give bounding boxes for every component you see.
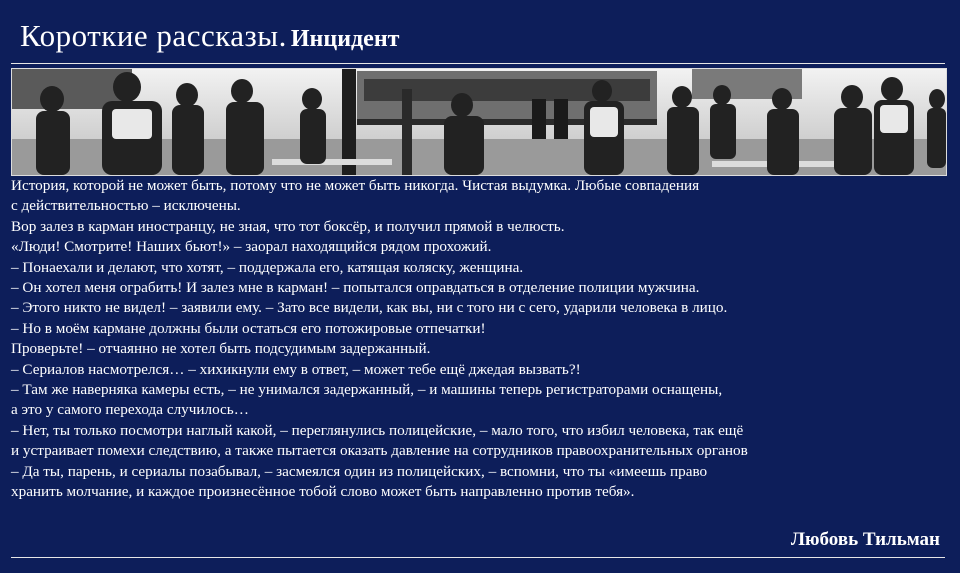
story-line: – Но в моём кармане должны были остаться его потожировые отпечатки! [11, 319, 486, 337]
page-title: Короткие рассказы. [20, 18, 287, 53]
story-line: История, которой не может быть, потому что не может быть никогда. Чистая выдумка. Любые совпадения [11, 177, 700, 194]
story-line: – Он хотел меня ограбить! И залез мне в карман! – попытался оправдаться в отделение полиции мужчина. [11, 279, 700, 297]
top-divider [11, 63, 945, 64]
page-subtitle: Инцидент [290, 26, 400, 52]
story-line: – Понаехали и делают, что хотят, – поддержала его, катящая коляску, женщина. [11, 258, 524, 276]
story-line: «Люди! Смотрите! Наших бьют!» – заорал находящийся рядом прохожий. [11, 238, 492, 256]
street-photo-illustration [12, 69, 946, 175]
story-line: – Сериалов насмотрелся… – хихикнули ему в ответ, – может тебе ещё джедая вызвать?! [11, 360, 581, 378]
story-line: – Этого никто не видел! – заявили ему. – Зато все видели, как вы, ни с того ни с сего, ударили человека в лицо. [11, 299, 728, 317]
story-line: – Там же наверняка камеры есть, – не унимался задержанный, – и машины теперь регистраторами оснащены, [11, 381, 723, 399]
story-line: хранить молчание, и каждое произнесённое тобой слово может быть направленно против тебя». [11, 483, 635, 501]
bottom-divider [11, 557, 945, 558]
story-line: Вор залез в карман иностранцу, не зная, что тот боксёр, и получил прямой в челюсть. [11, 217, 565, 235]
story-line: – Да ты, парень, и сериалы позабывал, – засмеялся один из полицейских, – вспомни, что ты «имеешь право [11, 462, 708, 480]
story-line: – Нет, ты только посмотри наглый какой, – переглянулись полицейские, – мало того, что избил человека, так ещё [11, 421, 744, 439]
story-line: и устраивает помехи следствию, а также пытается оказать давление на сотрудников правоохранительных органов [11, 442, 748, 460]
story-line: а это у самого перехода случилось… [11, 401, 249, 419]
story-line: с действительностью – исключены. [11, 197, 241, 215]
story-line: Проверьте! – отчаянно не хотел быть подсудимым задержанный. [11, 340, 431, 358]
story-text [11, 176, 945, 503]
author-name: Любовь Тильман [790, 529, 940, 550]
street-photo [11, 68, 947, 176]
page-header [20, 18, 399, 54]
